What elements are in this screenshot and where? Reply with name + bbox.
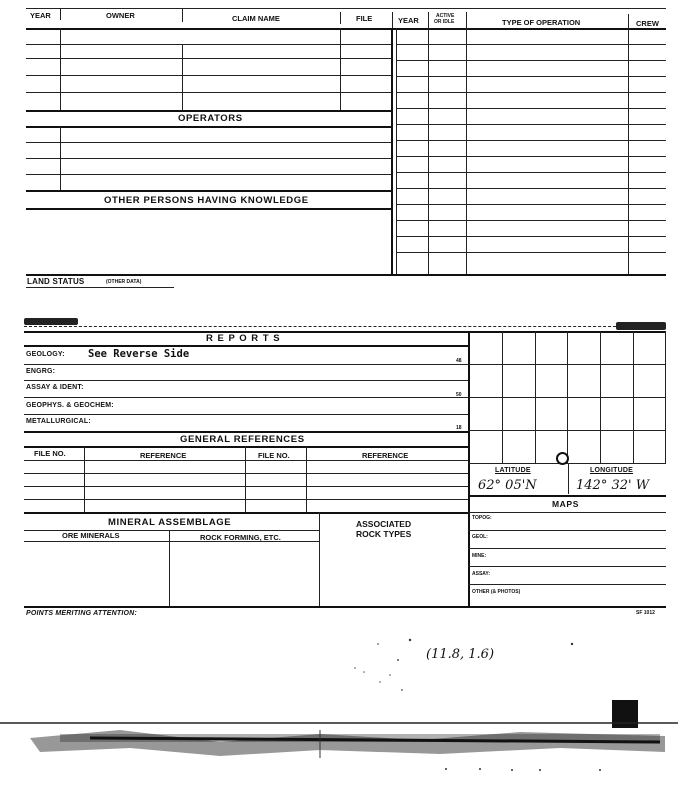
maps-other: OTHER (& PHOTOS) [472, 589, 521, 595]
general-references-title: GENERAL REFERENCES [180, 434, 305, 445]
header-year-2: YEAR [398, 16, 419, 25]
ref-file-no-2: FILE NO. [258, 451, 290, 460]
maps-assay: ASSAY: [472, 571, 491, 577]
assay-ident-label: ASSAY & IDENT: [26, 384, 84, 391]
geology-value: See Reverse Side [88, 348, 190, 360]
reports-title: R E P O R T S [206, 333, 281, 344]
form-number: SF 1012 [636, 610, 655, 616]
header-file: FILE [356, 14, 373, 23]
geology-label: GEOLOGY: [26, 351, 65, 358]
ref-reference-2: REFERENCE [362, 451, 409, 460]
ref-reference-1: REFERENCE [140, 451, 187, 460]
num-18: 18 [456, 425, 462, 431]
rock-forming-header: ROCK FORMING, ETC. [200, 533, 281, 542]
land-status-label: LAND STATUS [27, 277, 85, 286]
maps-topog: TOPOG: [472, 515, 492, 521]
ref-file-no-1: FILE NO. [34, 449, 66, 458]
associated-rock-types-line1: ASSOCIATED [356, 519, 412, 529]
header-type-of-operation: TYPE OF OPERATION [502, 18, 581, 27]
longitude-value: 142° 32' W [576, 478, 650, 493]
metallurgical-label: METALLURGICAL: [26, 418, 91, 425]
header-year: YEAR [30, 11, 51, 20]
header-crew: CREW [636, 19, 659, 28]
header-or-idle: OR IDLE [434, 19, 455, 25]
maps-geol: GEOL: [472, 534, 488, 540]
header-owner: OWNER [106, 11, 135, 20]
latitude-label: LATITUDE [495, 467, 531, 474]
geophys-label: GEOPHYS. & GEOCHEM: [26, 402, 114, 409]
mineral-assemblage-title: MINERAL ASSEMBLAGE [108, 517, 232, 528]
maps-mine: MINE: [472, 553, 487, 559]
maps-title: MAPS [552, 499, 579, 509]
associated-rock-types-line2: ROCK TYPES [356, 529, 412, 539]
handwritten-note: (11.8, 1.6) [426, 647, 495, 662]
latitude-value: 62° 05'N [478, 478, 537, 493]
longitude-label: LONGITUDE [590, 467, 634, 474]
scan-noise-artifacts [0, 630, 678, 808]
other-persons-title: OTHER PERSONS HAVING KNOWLEDGE [104, 195, 309, 206]
header-active: ACTIVE [436, 13, 455, 19]
engrg-label: ENGRG: [26, 368, 56, 375]
header-claim-name: CLAIM NAME [232, 14, 280, 23]
land-status-sub: (OTHER DATA) [106, 279, 142, 285]
operators-title: OPERATORS [178, 113, 243, 124]
points-meriting-attention-label: POINTS MERITING ATTENTION: [26, 610, 137, 617]
num-48: 48 [456, 358, 462, 364]
ore-minerals-header: ORE MINERALS [62, 531, 120, 540]
num-50: 50 [456, 392, 462, 398]
